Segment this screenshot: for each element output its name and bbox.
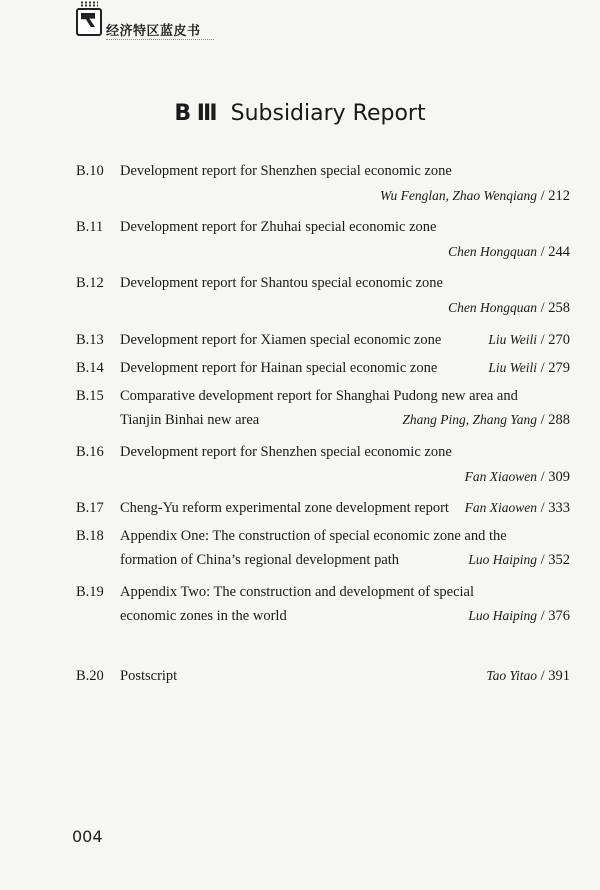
entry-number: B.14: [76, 360, 104, 376]
entry-author-page: [468, 550, 570, 570]
series-title: 经济特区蓝皮书: [106, 24, 201, 39]
separator: /: [536, 668, 549, 684]
entry-number: B.19: [76, 584, 104, 600]
separator: /: [536, 552, 549, 568]
entry-title-line: Development report for Xiamen special economic zone: [120, 332, 442, 348]
entry-page: 352: [548, 552, 570, 568]
entry-author: Fan Xiaowen: [464, 500, 537, 515]
entry-author-page: [380, 186, 570, 206]
entry-title-line: Development report for Zhuhai special economic zone: [120, 219, 437, 235]
entry-number: B.15: [76, 388, 104, 404]
entry-page: 244: [548, 244, 570, 260]
entry-page: 258: [548, 300, 570, 316]
separator: /: [536, 500, 549, 516]
entry-author-page: [465, 498, 570, 518]
book-logo-icon: [76, 8, 102, 36]
entry-title-line: Development report for Shenzhen special economic zone: [120, 163, 452, 179]
entry-author-page: [402, 410, 570, 430]
entry-page: 333: [548, 500, 570, 516]
entry-author: Chen Hongquan: [448, 244, 537, 259]
entry-author: Liu Weili: [488, 332, 537, 347]
entry-author-page: [468, 606, 570, 626]
separator: /: [536, 300, 549, 316]
entry-title-line: Cheng-Yu reform experimental zone development report: [120, 500, 449, 516]
entry-author: Wu Fenglan, Zhao Wenqiang: [379, 188, 537, 203]
entry-title-line: Postscript: [120, 668, 178, 684]
entry-title-line: Development report for Shenzhen special economic zone: [120, 444, 452, 460]
entry-author: Tao Yitao: [486, 668, 537, 683]
entry-page: 279: [548, 360, 570, 376]
entry-page: 391: [548, 668, 570, 684]
entry-author-page: [488, 358, 570, 378]
entry-title-line: formation of China’s regional development path: [120, 552, 400, 568]
section-heading: [0, 101, 600, 126]
entry-author-page: [448, 242, 570, 262]
entry-page: 270: [548, 332, 570, 348]
entry-number: B.20: [76, 668, 104, 684]
entry-page: 309: [548, 469, 570, 485]
entry-title-line: Development report for Shantou special economic zone: [120, 275, 443, 291]
entry-page: 288: [548, 412, 570, 428]
separator: /: [536, 332, 549, 348]
entry-title-line: Tianjin Binhai new area: [120, 412, 260, 428]
entry-author: Fan Xiaowen: [464, 469, 537, 484]
entry-author: Zhang Ping, Zhang Yang: [402, 412, 537, 427]
separator: /: [536, 360, 549, 376]
entry-author: Chen Hongquan: [448, 300, 537, 315]
entry-author: Luo Haiping: [468, 608, 537, 623]
entry-page: 376: [548, 608, 570, 624]
separator: /: [536, 469, 549, 485]
entry-title-line: Development report for Hainan special economic zone: [120, 360, 438, 376]
separator: /: [536, 412, 549, 428]
entry-author-page: [488, 330, 570, 350]
separator: /: [536, 608, 549, 624]
entry-title-line: economic zones in the world: [120, 608, 287, 624]
section-code: B Ⅲ: [174, 101, 217, 126]
entry-title-line: Comparative development report for Shanghai Pudong new area and: [120, 388, 518, 404]
entry-author-page: [448, 298, 570, 318]
header-divider: [106, 39, 214, 41]
entry-page: 212: [548, 188, 570, 204]
entry-title-line: Appendix Two: The construction and development of special: [120, 584, 475, 600]
section-title: Subsidiary Report: [230, 101, 426, 126]
entry-author: Liu Weili: [488, 360, 537, 375]
separator: /: [536, 188, 549, 204]
entry-author: Luo Haiping: [468, 552, 537, 567]
entry-number: B.16: [76, 444, 104, 460]
entry-number: B.18: [76, 528, 104, 544]
entry-number: B.11: [76, 219, 104, 235]
page-number: 004: [72, 827, 103, 846]
entry-number: B.10: [76, 163, 104, 179]
entry-author-page: [465, 467, 570, 487]
entry-author-page: [486, 666, 570, 686]
running-header: [76, 0, 216, 44]
entry-number: B.17: [76, 500, 104, 516]
entry-number: B.13: [76, 332, 104, 348]
separator: /: [536, 244, 549, 260]
entry-number: B.12: [76, 275, 104, 291]
entry-title-line: Appendix One: The construction of special economic zone and the: [120, 528, 507, 544]
